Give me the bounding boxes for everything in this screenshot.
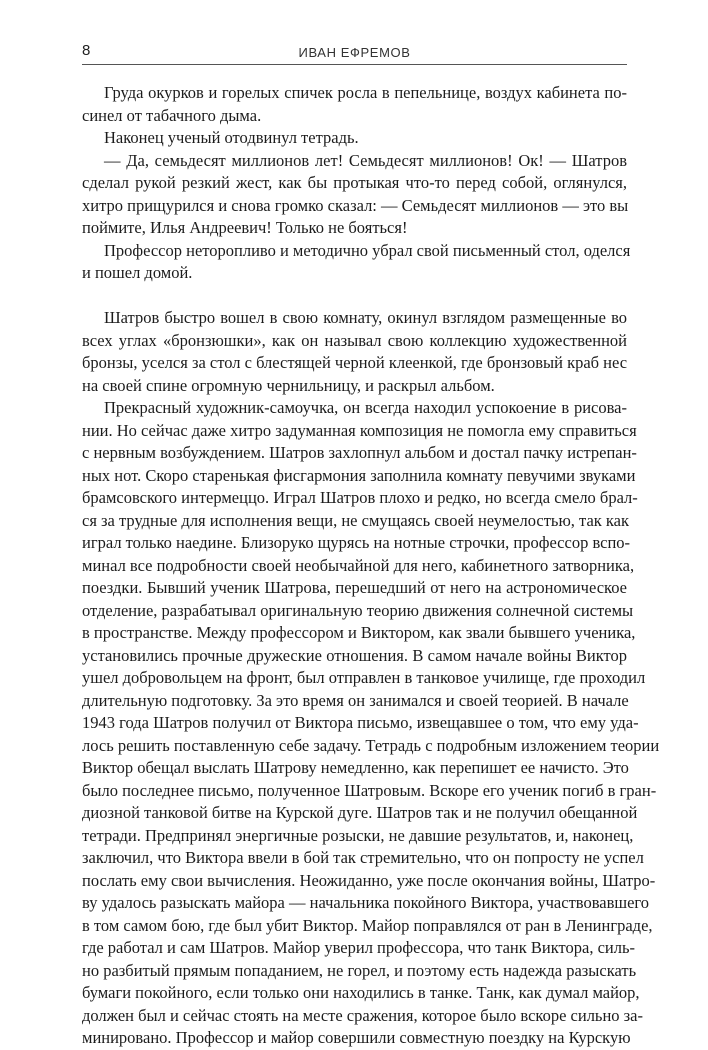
text-line: было последнее письмо, полученное Шатровым. Вскоре его ученик погиб в гран- bbox=[82, 780, 657, 800]
text-line: Груда окурков и горелых спичек росла в пепельнице, воздух кабинета по- bbox=[104, 83, 627, 102]
text-line: ушел добровольцем на фронт, был отправлен в танковое училище, где проходил bbox=[82, 668, 646, 687]
page-number: 8 bbox=[82, 42, 91, 59]
text-line: длительную подготовку. За это время он занимался и своей теорией. В начале bbox=[82, 690, 629, 710]
text-line: поймите, Илья Андреевич! Только не бояться! bbox=[82, 218, 408, 237]
text-line: отделение, разрабатывал оригинальную теорию движения солнечной системы bbox=[82, 600, 634, 620]
paragraph bbox=[82, 127, 627, 150]
text-line: на своей спине огромную чернильницу, и раскрыл альбом. bbox=[82, 375, 495, 395]
text-line: играл только наедине. Близоруко щурясь на нотные строчки, профессор вспо- bbox=[82, 533, 631, 552]
text-line: и пошел домой. bbox=[82, 263, 193, 282]
body-text bbox=[82, 82, 660, 1050]
text-line: хитро прищурился и снова громко сказал: — Семьдесят миллионов — это вы bbox=[82, 195, 629, 215]
running-title: ИВАН ЕФРЕМОВ bbox=[298, 45, 411, 60]
text-line: в том самом бою, где был убит Виктор. Майор поправлялся от ран в Ленинграде, bbox=[82, 915, 653, 935]
text-line: тетради. Предпринял энергичные розыски, не давшие результатов, и, наконец, bbox=[82, 825, 634, 845]
text-line: бронзы, уселся за стол с блестящей черной клеенкой, где бронзовый краб нес bbox=[82, 353, 628, 372]
text-line: Профессор неторопливо и методично убрал свой письменный стол, оделся bbox=[104, 240, 631, 260]
text-line: лось решить поставленную себе задачу. Тетрадь с подробным изложением теории bbox=[82, 735, 660, 755]
paragraph bbox=[82, 307, 627, 397]
section-break bbox=[82, 285, 627, 308]
text-line: поездки. Бывший ученик Шатрова, перешедший от него на астрономическое bbox=[82, 578, 627, 597]
text-line: 1943 года Шатров получил от Виктора письмо, извещавшее о том, что ему уда- bbox=[82, 713, 639, 732]
text-line: бумаги покойного, если только они находились в танке. Танк, как думал майор, bbox=[82, 983, 640, 1002]
text-line: всех углах «бронзюшки», как он называл свою коллекцию художественной bbox=[82, 330, 627, 350]
text-line: минал все подробности своей необычайной для него, кабинетного затворника, bbox=[82, 555, 635, 575]
text-line: должен был и сейчас стоять на месте сражения, которое было вскоре сильно за- bbox=[82, 1005, 643, 1025]
text-line: установились прочные дружеские отношения. В самом начале войны Виктор bbox=[82, 645, 627, 665]
text-line: ся за трудные для исполнения вещи, не смущаясь своей неумелостью, так как bbox=[82, 510, 630, 530]
text-line: Виктор обещал выслать Шатрову немедленно, как перепишет ее начисто. Это bbox=[82, 758, 629, 777]
text-line: Прекрасный художник-самоучка, он всегда находил успокоение в рисова- bbox=[104, 398, 627, 417]
text-line: диозной танковой битве на Курской дуге. Шатров так и не получил обещанной bbox=[82, 803, 638, 822]
text-line: сделал рукой резкий жест, как бы протыкая что-то перед собой, оглянулся, bbox=[82, 173, 627, 192]
paragraph bbox=[82, 150, 627, 240]
paragraph bbox=[82, 397, 660, 1050]
text-line: Шатров быстро вошел в свою комнату, окинул взглядом размещенные во bbox=[104, 308, 627, 327]
text-line: ных нот. Скоро старенькая фисгармония заполнила комнату певучими звуками bbox=[82, 465, 636, 485]
text-line: ву удалось разыскать майора — начальника покойного Виктора, участвовавшего bbox=[82, 893, 650, 912]
text-line: заключил, что Виктора ввели в бой так стремительно, что он попросту не успел bbox=[82, 848, 644, 867]
text-line: в пространстве. Между профессором и Виктором, как звали бывшего ученика, bbox=[82, 623, 636, 642]
text-line: брамсовского интермеццо. Играл Шатров плохо и редко, но всегда смело брал- bbox=[82, 488, 638, 507]
text-line: синел от табачного дыма. bbox=[82, 105, 262, 125]
text-line: Наконец ученый отодвинул тетрадь. bbox=[104, 128, 359, 147]
text-line: — Да, семьдесят миллионов лет! Семьдесят миллионов! Ок! — Шатров bbox=[104, 150, 627, 170]
paragraph bbox=[82, 240, 631, 285]
text-line: но разбитый прямым попаданием, не горел, и поэтому есть надежда разыскать bbox=[82, 960, 637, 980]
text-line: с нервным возбуждением. Шатров захлопнул альбом и достал пачку истрепан- bbox=[82, 443, 637, 462]
text-line: послать ему свои вычисления. Неожиданно, уже после окончания войны, Шатро- bbox=[82, 870, 656, 890]
paragraph bbox=[82, 82, 627, 127]
page-header bbox=[82, 40, 627, 65]
text-line: минировано. Профессор и майор совершили совместную поездку на Курскую bbox=[82, 1028, 631, 1047]
text-line: нии. Но сейчас даже хитро задуманная композиция не помогла ему справиться bbox=[82, 420, 637, 440]
text-line: где работал и сам Шатров. Майор уверил профессора, что танк Виктора, силь- bbox=[82, 938, 636, 957]
